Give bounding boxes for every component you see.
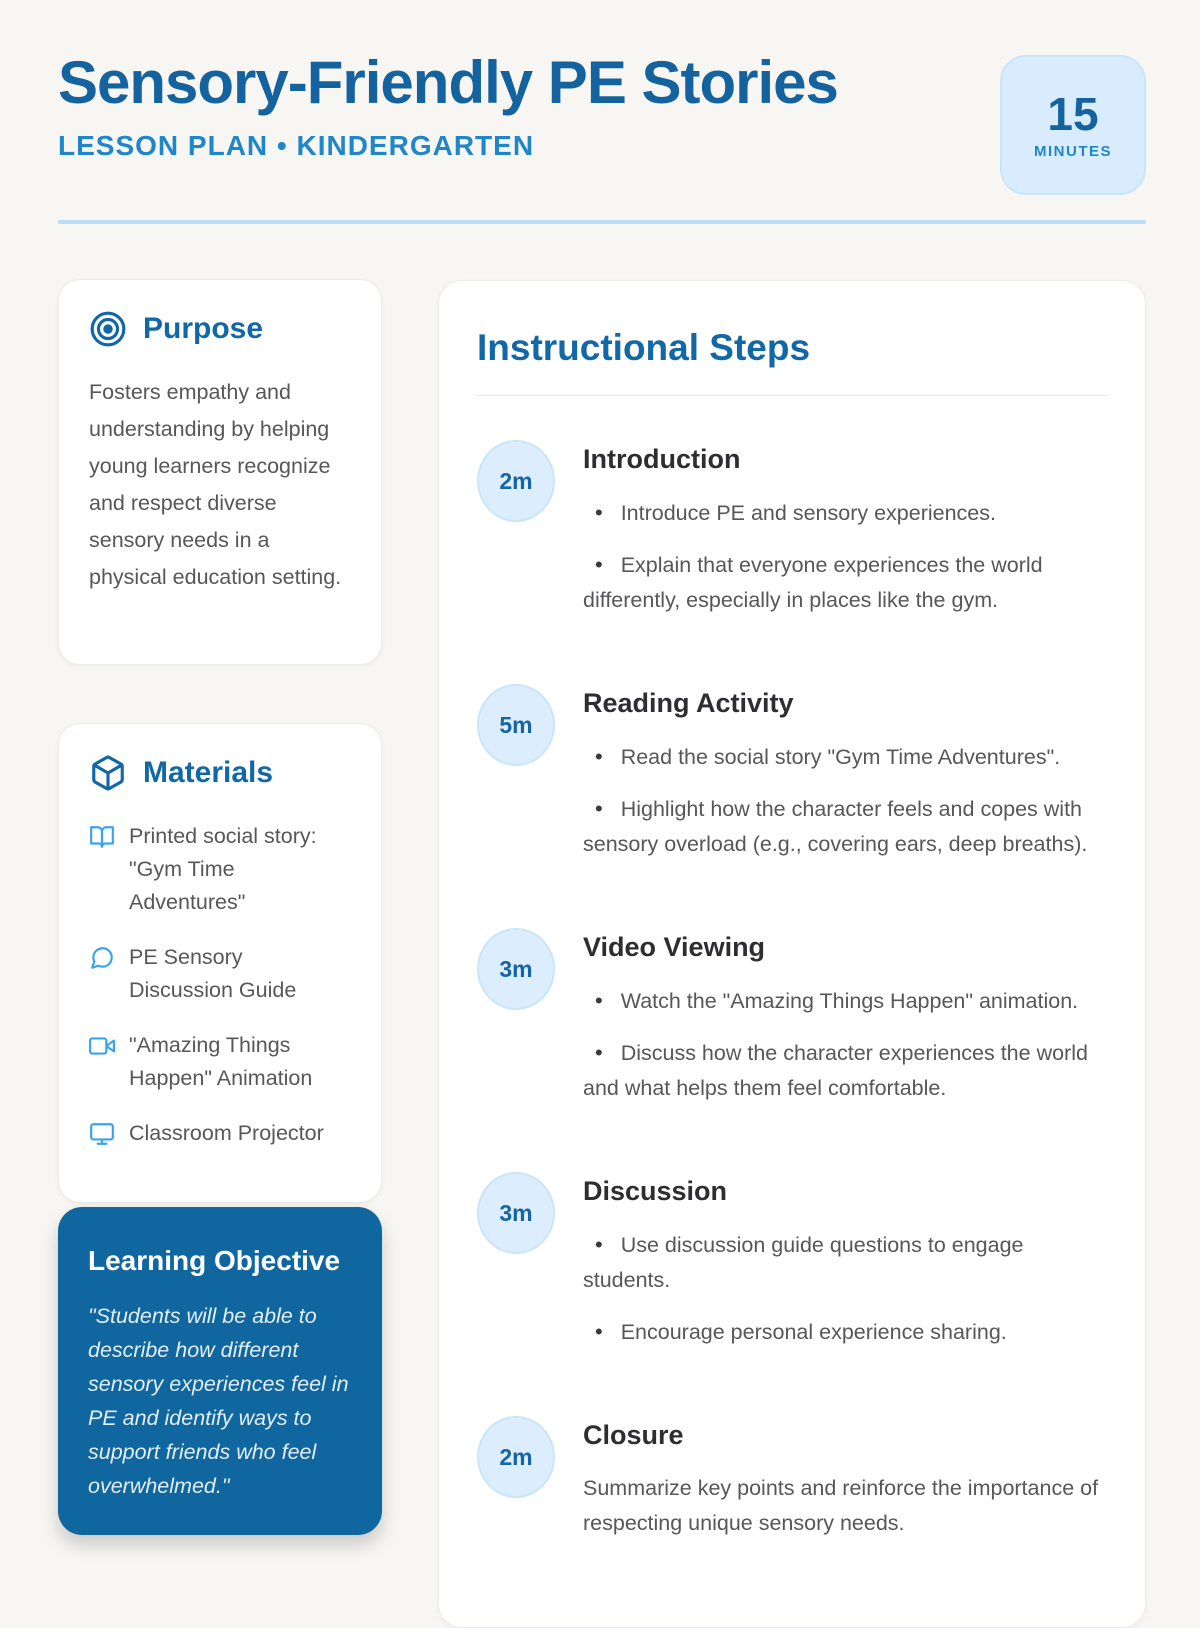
step-time-label: 2m	[499, 1443, 533, 1470]
step-time-badge	[477, 1172, 555, 1254]
step-row	[477, 440, 1107, 634]
step-content	[583, 684, 1107, 878]
material-item	[89, 820, 351, 919]
steps-divider	[477, 395, 1107, 396]
book-icon	[89, 824, 115, 850]
materials-list	[89, 820, 351, 1150]
step-content	[583, 928, 1107, 1122]
learning-objective-card	[58, 1207, 382, 1535]
step-bullet: • Read the social story "Gym Time Adventures".	[583, 739, 1107, 775]
step-bullet: • Introduce PE and sensory experiences.	[583, 495, 1107, 531]
material-label: Printed social story: "Gym Time Adventures"	[129, 824, 317, 914]
step-title: Discussion	[583, 1176, 728, 1206]
step-time-label: 3m	[499, 955, 533, 982]
purpose-heading: Purpose	[143, 312, 264, 345]
step-time-badge	[477, 1416, 555, 1498]
step-row	[477, 1416, 1107, 1541]
step-time-badge	[477, 684, 555, 766]
step-bullets	[583, 495, 1107, 618]
step-bullet: • Discuss how the character experiences the world and what helps them feel comfortable.	[583, 1035, 1107, 1106]
step-bullets	[583, 983, 1107, 1106]
objective-heading: Learning Objective	[88, 1245, 341, 1276]
material-label: Classroom Projector	[129, 1121, 324, 1145]
step-bullets	[583, 739, 1107, 862]
step-time-label: 5m	[499, 711, 533, 738]
target-icon	[89, 310, 127, 348]
step-title: Video Viewing	[583, 932, 766, 962]
step-bullet: • Watch the "Amazing Things Happen" animation.	[583, 983, 1107, 1019]
materials-heading: Materials	[143, 756, 274, 789]
chat-bubble-icon	[89, 945, 115, 971]
material-label: PE Sensory Discussion Guide	[129, 945, 297, 1002]
step-bullet: • Encourage personal experience sharing.	[583, 1314, 1107, 1350]
duration-badge	[1000, 55, 1146, 195]
steps-heading: Instructional Steps	[477, 327, 811, 368]
header-divider	[58, 220, 1146, 224]
page-title: Sensory-Friendly PE Stories	[58, 49, 838, 116]
purpose-heading-row	[89, 310, 351, 348]
step-title: Closure	[583, 1420, 684, 1450]
duration-value: 15	[1047, 87, 1099, 140]
material-item	[89, 1029, 351, 1095]
steps-list	[477, 440, 1107, 1541]
step-description: Summarize key points and reinforce the importance of respecting unique sensory needs.	[583, 1476, 1099, 1535]
step-title: Introduction	[583, 444, 741, 474]
material-item	[89, 941, 351, 1007]
objective-body: "Students will be able to describe how different sensory experiences feel in PE and identify ways to support friends who feel overwhelmed."	[88, 1304, 349, 1498]
material-item	[89, 1117, 351, 1150]
step-row	[477, 1172, 1107, 1366]
step-time-badge	[477, 440, 555, 522]
step-content	[583, 1416, 1107, 1541]
step-bullets	[583, 1227, 1107, 1350]
page-subtitle: LESSON PLAN • KINDERGARTEN	[58, 130, 535, 161]
instructional-steps-card	[438, 280, 1146, 1628]
step-content	[583, 1172, 1107, 1366]
purpose-body: Fosters empathy and understanding by helping young learners recognize and respect diverse sensory needs in a physical education setting.	[89, 380, 342, 589]
package-icon	[89, 754, 127, 792]
video-camera-icon	[89, 1033, 115, 1059]
purpose-card	[58, 279, 382, 665]
step-row	[477, 684, 1107, 878]
monitor-icon	[89, 1121, 115, 1147]
step-title: Reading Activity	[583, 688, 794, 718]
material-label: "Amazing Things Happen" Animation	[129, 1033, 313, 1090]
step-bullet: • Highlight how the character feels and copes with sensory overload (e.g., covering ears, deep breaths).	[583, 791, 1107, 862]
step-row	[477, 928, 1107, 1122]
materials-heading-row	[89, 754, 351, 792]
step-bullet: • Use discussion guide questions to engage students.	[583, 1227, 1107, 1298]
step-time-badge	[477, 928, 555, 1010]
step-content	[583, 440, 1107, 634]
step-bullet: • Explain that everyone experiences the world differently, especially in places like the gym.	[583, 547, 1107, 618]
duration-unit: MINUTES	[1034, 142, 1112, 160]
materials-card	[58, 723, 382, 1203]
step-time-label: 3m	[499, 1199, 533, 1226]
step-time-label: 2m	[499, 467, 533, 494]
